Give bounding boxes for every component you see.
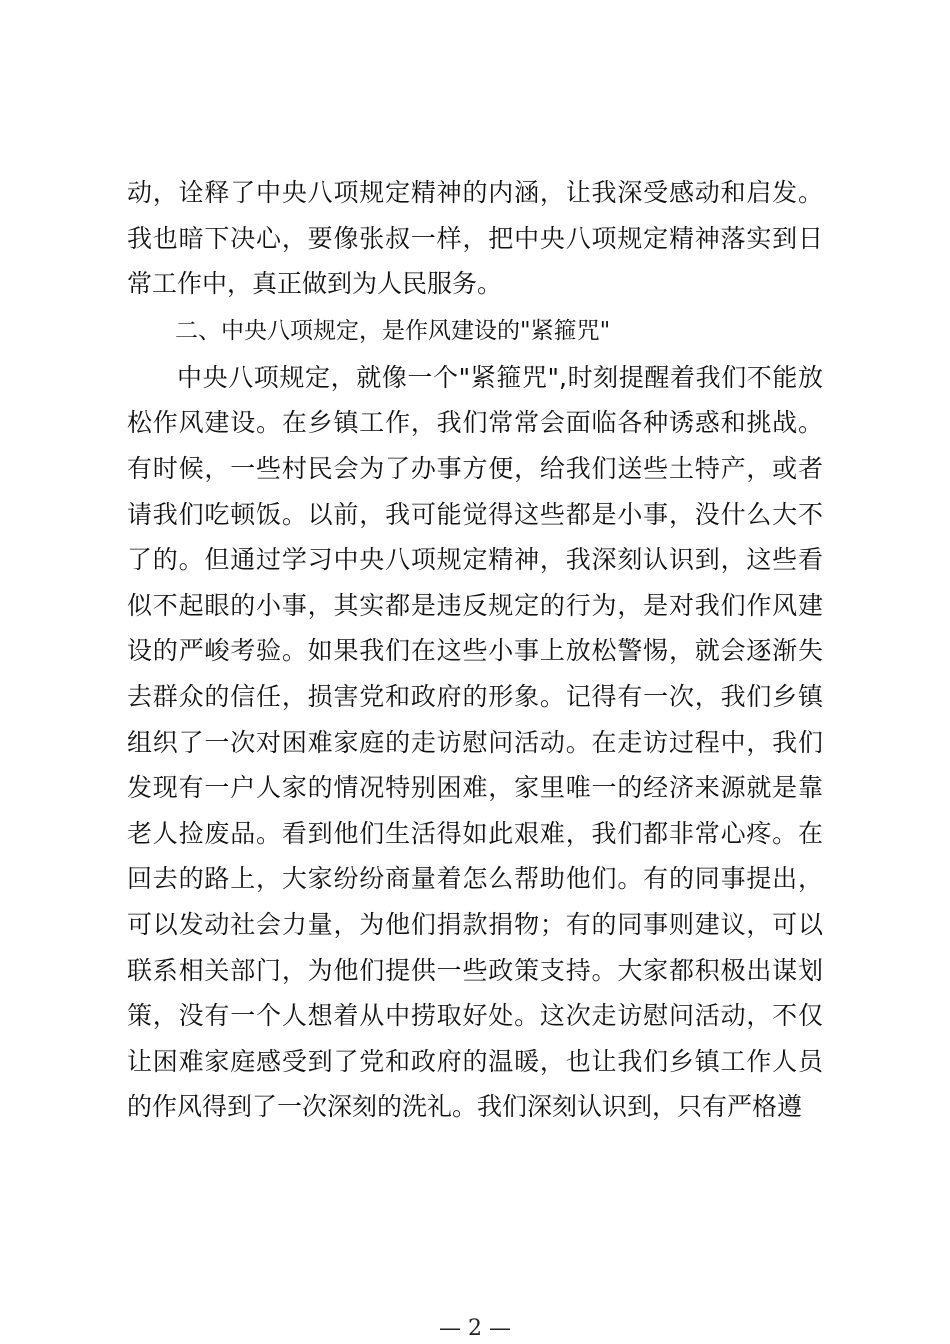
section-heading: 二、中央八项规定，是作风建设的"紧箍咒" [175,317,611,344]
page-number: — 2 — [439,1316,511,1341]
paragraph-body: 中央八项规定，就像一个"紧箍咒",时刻提醒着我们不能放松作风建设。在乡镇工作，我们常常会面临各种诱惑和挑战。有时候，一些村民会为了办事方便，给我们送些土特产，或者请我们吃顿饭。以前，我可能觉得这些都是小事，没什么大不了的。但通过学习中央八项规定精神，我深刻认识到，这些看似不起眼的小事，其实都是违反规定的行为，是对我们作风建设的严峻考验。如果我们在这些小事上放松警惕，就会逐渐失去群众的信任，损害党和政府的形象。记得有一次，我们乡镇组织了一次对困难家庭的走访慰问活动。在走访过程中，我们发现有一户人家的情况特别困难，家里唯一的经济来源就是靠老人捡废品。看到他们生活得如此艰难，我们都非常心疼。在回去的路上，大家纷纷商量着怎么帮助他们。有的同事提出，可以发动社会力量，为他们捐款捐物；有的同事则建议，可以联系相关部门，为他们提供一些政策支持。大家都积极出谋划策，没有一个人想着从中捞取好处。这次走访慰问活动，不仅让困难家庭感受到了党和政府的温暖，也让我们乡镇工作人员的作风得到了一次深刻的洗礼。我们深刻认识到，只有严格遵 [127,362,823,1122]
document-body [127,170,823,1130]
paragraph-continuation: 动，诠释了中央八项规定精神的内涵，让我深受感动和启发。我也暗下决心，要像张叔一样，把中央八项规定精神落实到日常工作中，真正做到为人民服务。 [127,178,823,299]
